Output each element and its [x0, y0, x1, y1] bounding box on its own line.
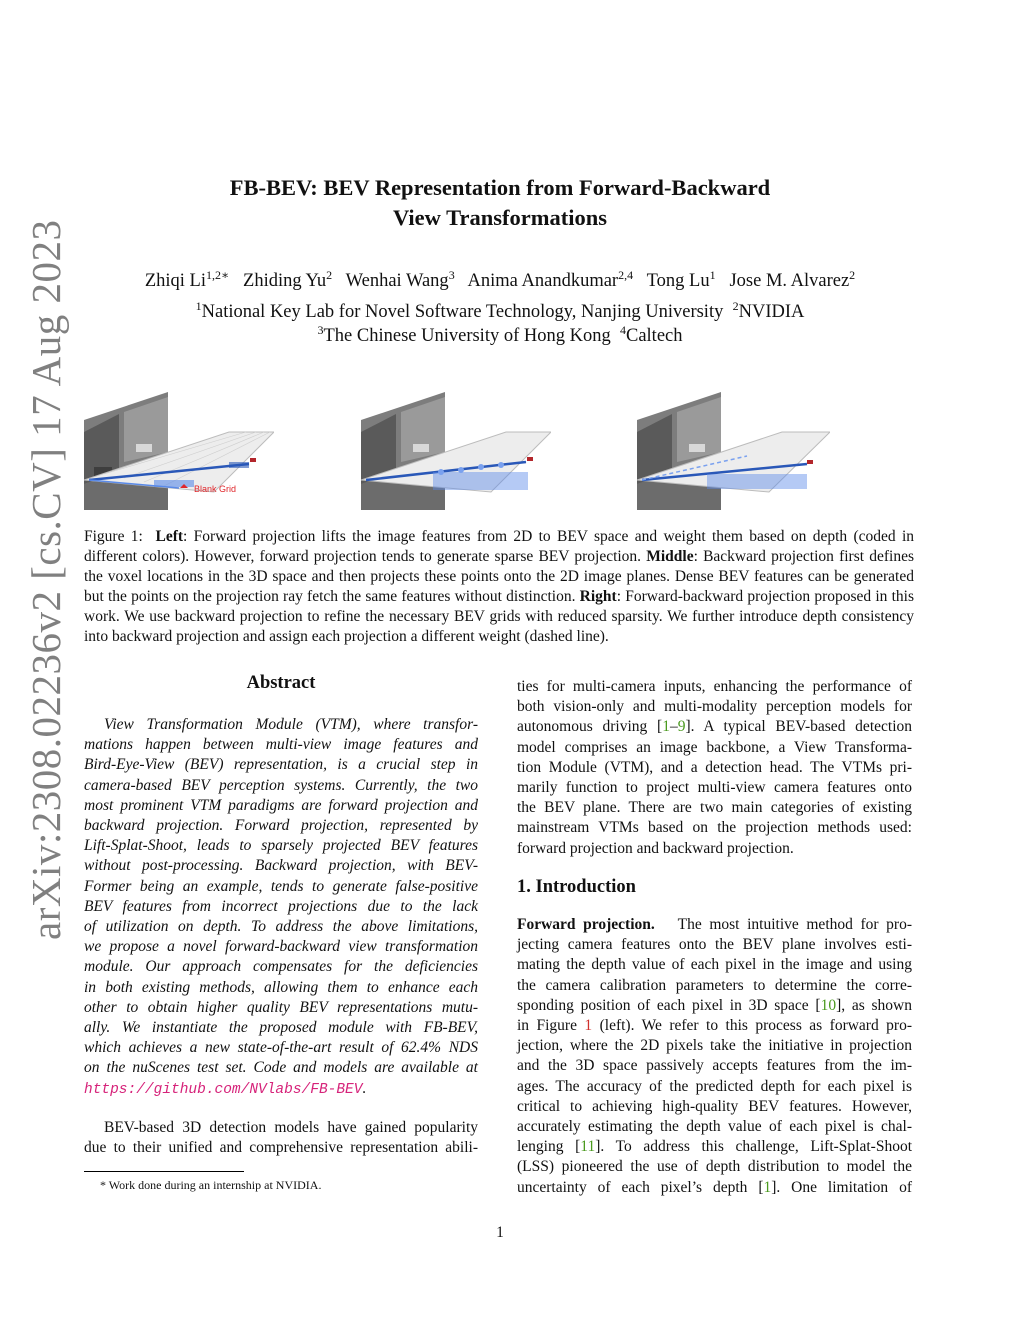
citation-link[interactable]: 10: [820, 996, 837, 1014]
text-line: due to their unified and comprehensive representation abili-: [84, 1139, 478, 1157]
forward-projection-paragraph: [517, 915, 912, 1198]
refined-bev-cells: [707, 474, 807, 489]
text-line: lenging [11]. To address this challenge, Lift-Splat-Shoot: [517, 1138, 913, 1156]
author-list: [60, 268, 940, 294]
text-line: Forward projection. The most intuitive method for pro-: [517, 916, 912, 933]
text-line: sponding position of each pixel in 3D space [10], as shown: [517, 996, 912, 1014]
footnote: * Work done during an internship at NVIDIA.: [100, 1178, 322, 1192]
abstract-line: in both existing methods, allowing them to enhance each: [84, 978, 478, 996]
car-marker: [250, 458, 256, 462]
footnote-divider: [84, 1171, 244, 1172]
text-line: marily function to project multi-view camera features onto: [517, 779, 912, 797]
figure-caption: Figure 1: Left: Forward projection lifts the image features from 2D to BEV space and weight them based on depth (coded in different colors). However, forward projection tends to generate sparse BEV projection. Middle: Backward projection first defines the voxel locations in the 3D space and then projects these points onto the 2D image planes. Dense BEV features can be generated but the points on the projection ray fetch the same features without distinction. Right: Forward-backward projection proposed in this work. We use backward projection to refine the necessary BEV grids with reduced sparsity. We further introduce depth consistency into backward projection and assign each projection a different weight (dashed line).: [84, 528, 915, 645]
author: Anima Anandkumar$^{2,4}$: [467, 268, 634, 291]
abstract-line: ally. We instantiate the proposed module with FB-BEV,: [84, 1019, 478, 1037]
run-in-heading: Forward projection.: [517, 916, 655, 933]
text-line: in Figure 1 (left). We refer to this process as forward pro-: [517, 1017, 912, 1035]
text-line: jection, where the 2D pixels take the initiative in projection: [517, 1037, 912, 1055]
code-url-link[interactable]: https://github.com/NVlabs/FB-BEV: [84, 1081, 363, 1098]
text-line: mating the depth value of each pixel in the image and using: [517, 956, 912, 974]
figure-panel-forward-backward: [637, 392, 830, 510]
author: Jose M. Alvarez$^2$: [729, 268, 856, 291]
author: Tong Lu$^1$: [646, 268, 716, 291]
abstract-line: Former being an example, tends to generate false-positive: [84, 877, 478, 895]
abstract-line: camera-based BEV perception systems. Currently, the two: [84, 776, 478, 794]
citation-link[interactable]: 1: [662, 718, 670, 736]
abstract-url-line: https://github.com/NVlabs/FB-BEV.: [84, 1079, 367, 1098]
figure-panel-backward: [361, 392, 551, 510]
title-line-2: View Transformations: [393, 205, 607, 230]
abstract-line: module. Our approach compensates for the deficiencies: [84, 958, 478, 976]
street-image: [84, 392, 168, 510]
intro-paragraph-left: [84, 1118, 478, 1158]
abstract-line: most prominent VTM paradigms are forward projection and: [84, 796, 478, 814]
car-marker: [527, 457, 533, 461]
text-line: both vision-only and multi-modality perception models for: [517, 698, 912, 716]
abstract-line: which achieves a new state-of-the-art result of 62.4% NDS: [84, 1039, 478, 1057]
abstract-line: Lift-Splat-Shoot, leads to sparsely projected BEV features: [84, 837, 478, 855]
text-line: jecting camera features onto the BEV plane involves esti-: [517, 936, 912, 954]
text-line: autonomous driving [1–9]. A typical BEV-based detection: [517, 718, 912, 736]
affiliation-line-1: $^1$National Key Lab for Novel Software Technology, Nanjing University $^2$NVIDIA: [195, 299, 805, 322]
abstract-heading: Abstract: [246, 673, 316, 693]
dense-bev-cells: [433, 472, 528, 490]
abstract-line: without post-processing. Backward projection, with BEV-: [84, 857, 478, 875]
page-number: 1: [496, 1224, 504, 1241]
text-line: model comprises an image backbone, a View Transforma-: [517, 738, 912, 756]
street-image: [361, 392, 445, 510]
text-line: the BEV plane. There are two main categories of existing: [517, 799, 912, 817]
text-line: uncertainty of each pixel’s depth [1]. One limitation of: [517, 1178, 912, 1196]
citation-link[interactable]: 1: [763, 1178, 772, 1196]
text-line: forward projection and backward projection.: [517, 839, 794, 857]
author: Zhiding Yu$^2$: [243, 268, 333, 291]
figure-reference-link[interactable]: 1: [584, 1017, 593, 1035]
abstract-line: of utilization on depth. To address the above limitations,: [84, 918, 478, 936]
text-line: BEV-based 3D detection models have gained popularity: [104, 1119, 478, 1136]
arxiv-identifier: arXiv:2308.02236v2 [cs.CV] 17 Aug 2023: [23, 219, 69, 940]
car-marker: [807, 460, 813, 464]
section-heading-introduction: 1. Introduction: [517, 877, 636, 897]
text-line: accurately estimating the depth value of each pixel is chal-: [517, 1118, 912, 1136]
abstract-line: Bird-Eye-View (BEV) representation, is a crucial step in: [84, 756, 478, 774]
street-image: [637, 392, 721, 510]
abstract-line: on the nuScenes test set. Code and models are available at: [84, 1059, 478, 1077]
abstract-body: [84, 715, 478, 1100]
text-line: critical to achieving high-quality BEV features. However,: [517, 1097, 912, 1115]
text-line: (LSS) pioneered the use of depth distribution to model the: [517, 1158, 912, 1176]
abstract-line: BEV features from incorrect projections due to the lack: [84, 897, 478, 915]
citation-link[interactable]: 11: [580, 1138, 596, 1156]
text-line: mainstream VTMs based on the projection methods used:: [517, 819, 912, 837]
text-line: and the 3D space passively accepts features from the im-: [517, 1057, 912, 1075]
figure-panel-forward: [84, 392, 274, 510]
affiliation-line-2: $^3$The Chinese University of Hong Kong $^4$Caltech: [317, 323, 683, 346]
abstract-line: View Transformation Module (VTM), where transfor-: [104, 716, 478, 733]
abstract-line: backward projection. Forward projection, represented by: [84, 817, 478, 835]
text-line: ties for multi-camera inputs, enhancing the performance of: [517, 678, 912, 695]
title-line-1: FB-BEV: BEV Representation from Forward-Backward: [229, 175, 771, 200]
sparse-bev-cells: [154, 480, 194, 487]
paper-title: [110, 173, 890, 233]
text-line: ages. The accuracy of the predicted depth for each pixel is: [517, 1077, 912, 1095]
blank-grid-label: Blank Grid: [194, 484, 237, 494]
affiliations: [60, 300, 940, 348]
author: Wenhai Wang$^3$: [345, 268, 455, 291]
abstract-line: we propose a novel forward-backward view transformation: [84, 938, 478, 956]
citation-link[interactable]: 9: [677, 718, 686, 736]
text-line: tion Module (VTM), and a detection head. The VTMs pri-: [517, 758, 912, 776]
intro-paragraph-right: [517, 677, 912, 859]
author: Zhiqi $Li^{1,2∗}$: [144, 268, 230, 291]
abstract-line: mations happen between multi-view image features and: [84, 736, 478, 754]
abstract-line: other to obtain higher quality BEV representations mutu-: [84, 998, 478, 1016]
text-line: the camera calibration parameters to determine the corre-: [517, 976, 912, 994]
